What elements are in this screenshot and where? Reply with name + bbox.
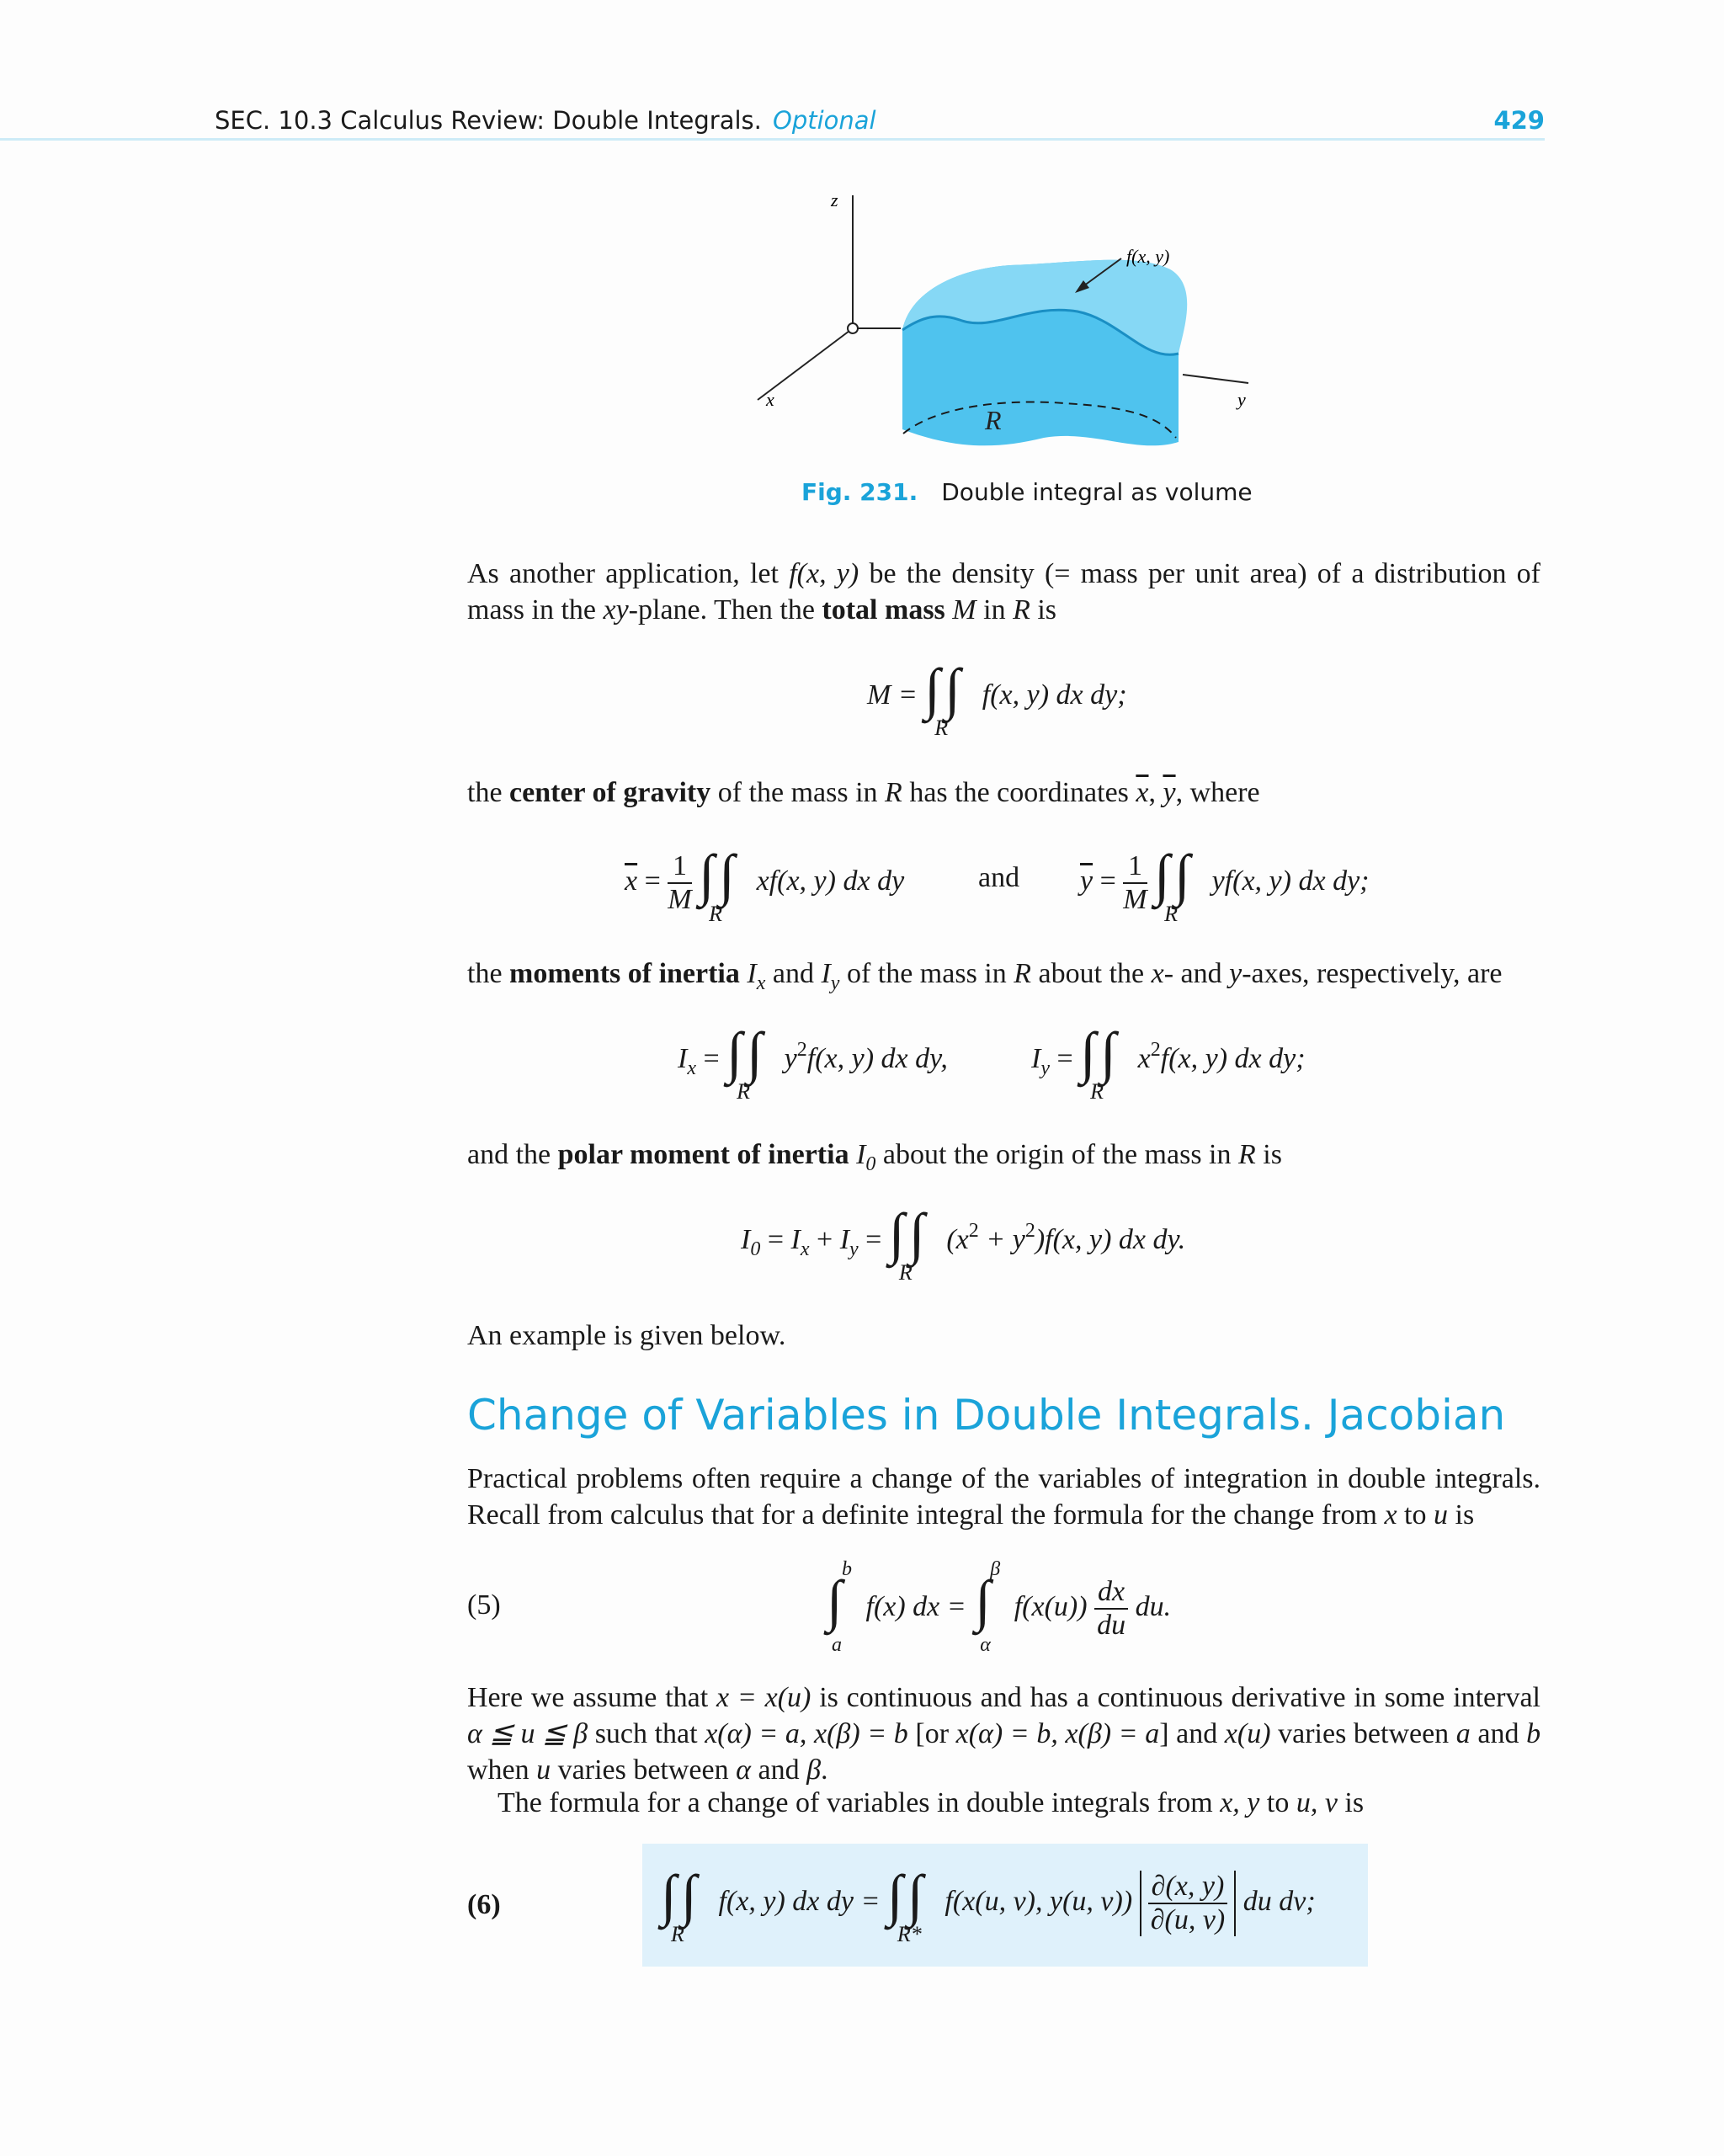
double-integral-sign: ∫ ∫ R	[924, 657, 960, 740]
z-axis-label: z	[831, 189, 838, 210]
surface-label: f(x, y)	[1126, 246, 1170, 267]
header-rule	[0, 138, 1545, 141]
equation-total-mass: M = ∫ ∫ R f(x, y) dx dy;	[867, 657, 1127, 740]
paragraph-assumption: Here we assume that x = x(u) is continuous and has a continuous derivative in some interval α ≦ u ≦ β such that x(α) = a, x(β) = b [or x(α) = b, x(β) = a] and x(u) varies between a and b when u varies between α and β.	[467, 1682, 1541, 1786]
x-axis-label: x	[766, 389, 774, 410]
running-header	[0, 99, 1545, 141]
region-label: R	[985, 405, 1002, 435]
paragraph-polar-moment: and the polar moment of inertia $I_0$ about the origin of the mass in R is	[467, 1139, 1282, 1175]
equation-center-y: $\overline{y}$ = $\frac{1}{M}$ ∫ ∫ R yf(x, y) dx dy;	[1080, 843, 1370, 926]
equation-center-x: $\overline{x}$ = $\frac{1}{M}$ ∫ ∫ R xf(x, y) dx dy	[625, 843, 905, 926]
page-number: 429	[1493, 106, 1545, 135]
origin-point	[848, 323, 858, 333]
equation-number-6: (6)	[467, 1889, 501, 1920]
equation-5: ∫ b a f(x) dx = ∫ β α f(x(u)) $\frac{dx}{du}$ du.	[827, 1558, 1172, 1656]
figure-number: Fig. 231.	[801, 478, 918, 506]
equation-inertia-y: $I_y$ = ∫ ∫ R $x^2f(x$, y) dx dy;	[1031, 1020, 1306, 1104]
paragraph-center-of-gravity: the center of gravity of the mass in R has the coordinates $\overline{x}$, $\overline{y}$, where	[467, 777, 1260, 808]
equation-inertia-x: $I_x$ = ∫ ∫ R $y^2f(x$, y) dx dy,	[678, 1020, 948, 1104]
paragraph-moments-of-inertia: the moments of inertia $I_x$ and $I_y$ of the mass in R about the x- and y-axes, respectively, are	[467, 958, 1503, 994]
header-section-title: SEC. 10.3 Calculus Review: Double Integrals.	[215, 106, 762, 135]
header-optional-label: Optional	[773, 106, 876, 135]
y-axis-label: y	[1237, 389, 1246, 410]
equation-6: ∫ ∫ R f(x, y) dx dy = ∫ ∫ R* f(x(u, v), y(u, v)) $\frac{\partial(x, y)}{\partial(u, v)}$ du dv;	[661, 1863, 1316, 1946]
figure-caption-text: Double integral as volume	[941, 478, 1253, 506]
example-note: An example is given below.	[467, 1320, 786, 1351]
figure-caption	[801, 478, 1253, 506]
paragraph-double-change: The formula for a change of variables in double integrals from x, y to u, v is	[498, 1787, 1365, 1818]
equation-number-5: (5)	[467, 1589, 501, 1621]
equation-polar-moment: $I_0 = I_x + I_y$ = ∫ ∫ R $(x^2 + y^2)f(x$, y) dx dy.	[741, 1201, 1186, 1285]
figure-double-integral-volume	[741, 185, 1280, 505]
paragraph-total-mass: As another application, let f(x, y) be the density (= mass per unit area) of a distribution of mass in the xy-plane. Then the total mass M in R is	[467, 558, 1541, 626]
paragraph-change-of-variables: Practical problems often require a change of the variables of integration in double integrals. Recall from calculus that for a definite integral the formula for the change from x to u is	[467, 1463, 1540, 1530]
y-axis	[1183, 375, 1248, 383]
equation-and: and	[978, 862, 1020, 893]
section-heading: Change of Variables in Double Integrals. Jacobian	[467, 1391, 1506, 1440]
